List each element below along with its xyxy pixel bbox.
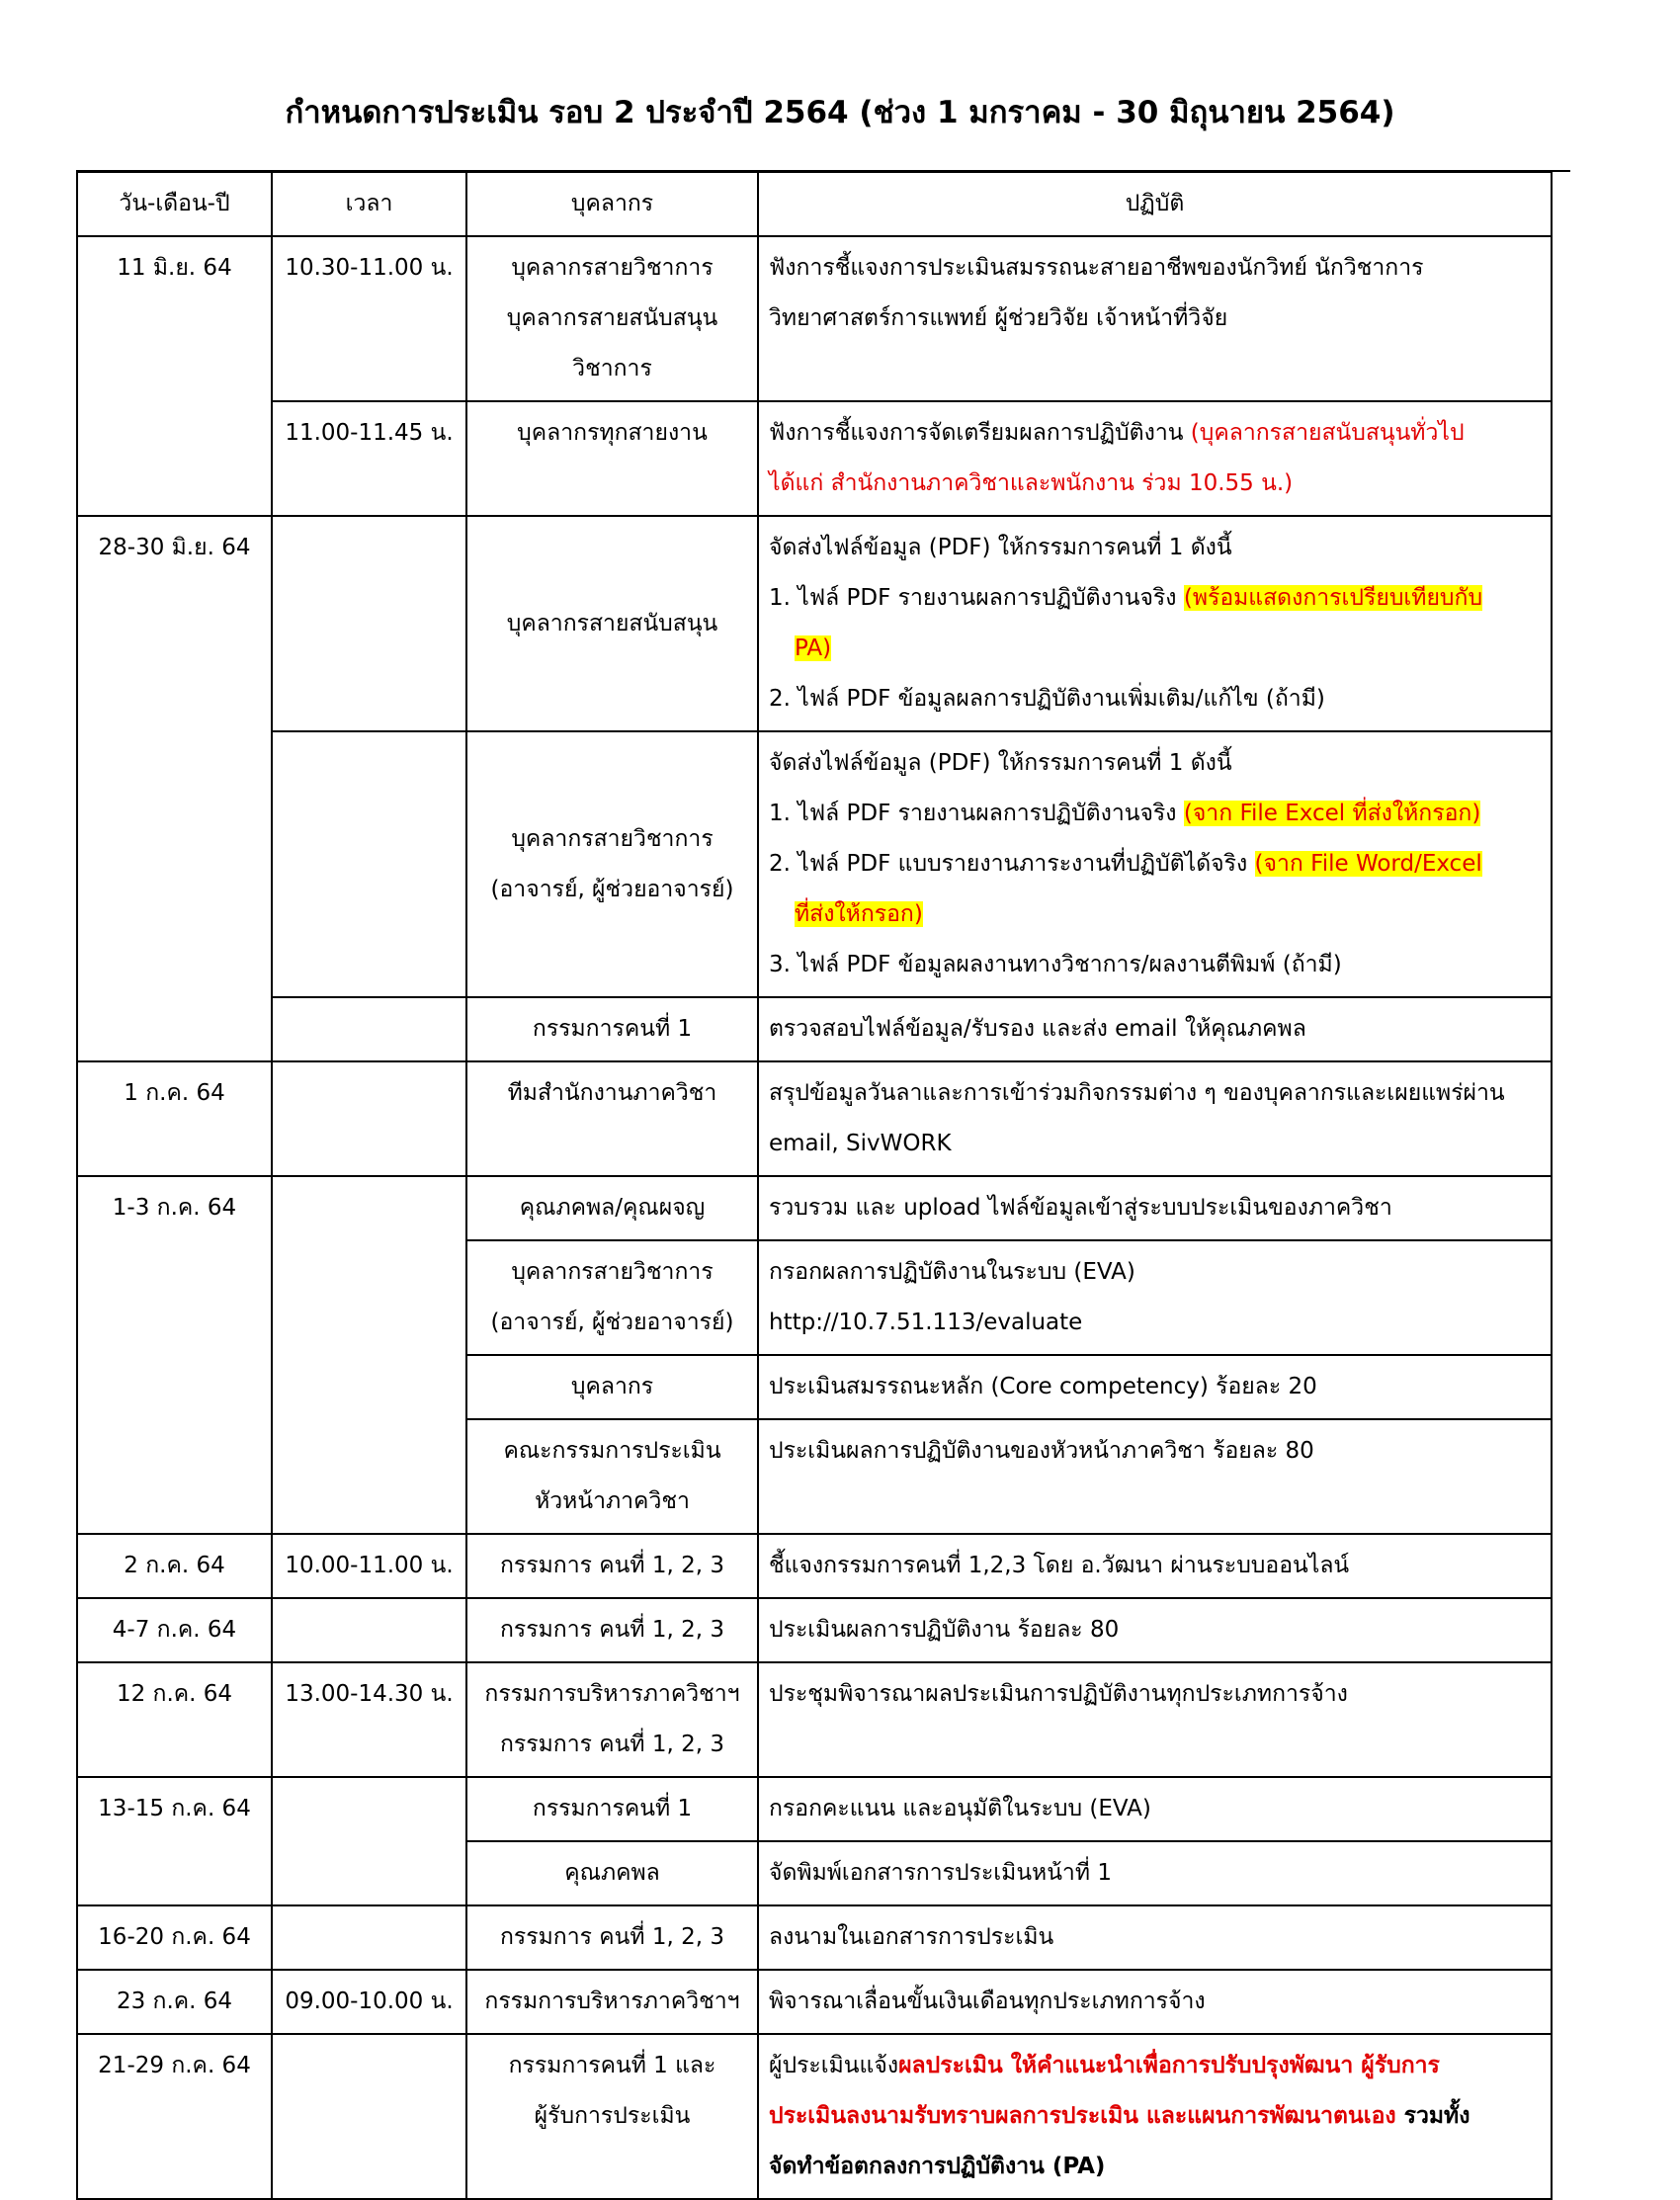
header-person: บุคลากร — [466, 172, 758, 236]
time-cell — [272, 1061, 466, 1176]
date-cell: 28-30 มิ.ย. 64 — [77, 516, 272, 1061]
header-time: เวลา — [272, 172, 466, 236]
time-cell — [272, 1598, 466, 1662]
person-cell: คุณภคพล — [466, 1841, 758, 1905]
action-cell: ชี้แจงกรรมการคนที่ 1,2,3 โดย อ.วัฒนา ผ่านระบบออนไลน์ — [758, 1534, 1552, 1598]
table-row — [77, 236, 1552, 401]
table-row — [77, 997, 1552, 1061]
table-row — [77, 1534, 1552, 1598]
person-cell: กรรมการบริหารภาควิชาฯ — [466, 1970, 758, 2034]
action-line — [769, 789, 1541, 839]
table-header-row — [77, 172, 1552, 236]
action-cell: ประเมินผลการปฏิบัติงานของหัวหน้าภาควิชา ร้อยละ 80 — [758, 1419, 1552, 1534]
header-date: วัน-เดือน-ปี — [77, 172, 272, 236]
date-cell: 16-20 ก.ค. 64 — [77, 1905, 272, 1970]
date-cell: 13-15 ก.ค. 64 — [77, 1777, 272, 1905]
date-cell: 1 ก.ค. 64 — [77, 1061, 272, 1176]
time-cell — [272, 997, 466, 1061]
table-row — [77, 1662, 1552, 1777]
action-line: http://10.7.51.113/evaluate — [769, 1310, 1083, 1335]
action-cell — [758, 516, 1552, 731]
action-cell: กรอกคะแนน และอนุมัติในระบบ (EVA) — [758, 1777, 1552, 1841]
person-cell: บุคลากรทุกสายงาน — [466, 401, 758, 516]
person-cell: กรรมการ คนที่ 1, 2, 3 — [466, 1905, 758, 1970]
action-line: จัดส่งไฟล์ข้อมูล (PDF) ให้กรรมการคนที่ 1 ดังนี้ — [769, 535, 1232, 560]
date-cell: 11 มิ.ย. 64 — [77, 236, 272, 516]
table-row — [77, 1176, 1552, 1240]
action-text: ผู้ประเมินแจ้ง — [769, 2053, 899, 2078]
person-line: (อาจารย์, ผู้ช่วยอาจารย์) — [490, 876, 734, 902]
red-note: (บุคลากรสายสนับสนุนทั่วไป — [1190, 420, 1465, 446]
action-line — [769, 624, 1541, 674]
action-line: กรอกผลการปฏิบัติงานในระบบ (EVA) — [769, 1259, 1135, 1285]
action-line: ฟังการชี้แจงการประเมินสมรรถนะสายอาชีพของนักวิทย์ นักวิชาการ — [769, 255, 1424, 281]
person-line: บุคลากรสายสนับสนุน — [506, 305, 718, 331]
person-cell — [466, 1419, 758, 1534]
action-line: 2. ไฟล์ PDF ข้อมูลผลการปฏิบัติงานเพิ่มเติม/แก้ไข (ถ้ามี) — [769, 686, 1325, 712]
person-line: กรรมการคนที่ 1 และ — [508, 2053, 716, 2078]
action-cell — [758, 1061, 1552, 1176]
table-row — [77, 1905, 1552, 1970]
person-cell — [466, 236, 758, 401]
highlight-note: (จาก File Excel ที่ส่งให้กรอก) — [1183, 801, 1481, 826]
table-row — [77, 731, 1552, 997]
red-note: ได้แก่ สำนักงานภาควิชาและพนักงาน ร่วม 10.55 น.) — [769, 470, 1294, 496]
table-row — [77, 1970, 1552, 2034]
action-line: วิทยาศาสตร์การแพทย์ ผู้ช่วยวิจัย เจ้าหน้าที่วิจัย — [769, 305, 1228, 331]
action-text: 1. ไฟล์ PDF รายงานผลการปฏิบัติงานจริง — [769, 801, 1184, 826]
person-line: ผู้รับการประเมิน — [534, 2103, 691, 2129]
time-cell: 10.00-11.00 น. — [272, 1534, 466, 1598]
action-cell — [758, 236, 1552, 401]
red-note: ผลประเมิน ให้คำแนะนำเพื่อการปรับปรุงพัฒนา ผู้รับการ — [898, 2053, 1440, 2078]
person-cell — [466, 1240, 758, 1355]
red-note: ประเมินลงนามรับทราบผลการประเมิน และแผนการพัฒนาตนเอง — [769, 2103, 1396, 2129]
action-line — [769, 2091, 1541, 2142]
action-line: สรุปข้อมูลวันลาและการเข้าร่วมกิจกรรมต่าง ๆ ของบุคลากรและเผยแพร่ผ่าน — [769, 1080, 1505, 1106]
person-cell — [466, 1662, 758, 1777]
action-cell: พิจารณาเลื่อนขั้นเงินเดือนทุกประเภทการจ้าง — [758, 1970, 1552, 2034]
table-row — [77, 1061, 1552, 1176]
time-cell: 13.00-14.30 น. — [272, 1662, 466, 1777]
person-cell: ทีมสำนักงานภาควิชา — [466, 1061, 758, 1176]
action-line — [769, 408, 1541, 459]
person-cell: บุคลากร — [466, 1355, 758, 1419]
table-row — [77, 1598, 1552, 1662]
date-cell: 23 ก.ค. 64 — [77, 1970, 272, 2034]
person-cell: กรรมการคนที่ 1 — [466, 997, 758, 1061]
person-cell: กรรมการคนที่ 1 — [466, 1777, 758, 1841]
action-line: 3. ไฟล์ PDF ข้อมูลผลงานทางวิชาการ/ผลงานตีพิมพ์ (ถ้ามี) — [769, 952, 1342, 977]
date-cell: 4-7 ก.ค. 64 — [77, 1598, 272, 1662]
time-cell — [272, 1905, 466, 1970]
person-line: วิชาการ — [572, 356, 652, 381]
person-line: กรรมการ คนที่ 1, 2, 3 — [499, 1732, 725, 1757]
person-cell — [466, 731, 758, 997]
person-line: บุคลากรสายวิชาการ — [511, 255, 714, 281]
person-cell: คุณภคพล/คุณผจญ — [466, 1176, 758, 1240]
highlight-note: PA) — [795, 635, 832, 661]
highlight-note: ที่ส่งให้กรอก) — [795, 901, 923, 927]
action-line — [769, 573, 1541, 624]
highlight-note: (จาก File Word/Excel — [1254, 851, 1482, 877]
action-cell — [758, 1240, 1552, 1355]
time-cell: 10.30-11.00 น. — [272, 236, 466, 401]
action-text: ฟังการชี้แจงการจัดเตรียมผลการปฏิบัติงาน — [769, 420, 1191, 446]
action-cell: ประเมินผลการปฏิบัติงาน ร้อยละ 80 — [758, 1598, 1552, 1662]
person-cell: บุคลากรสายสนับสนุน — [466, 516, 758, 731]
time-cell — [272, 731, 466, 997]
bold-note: รวมทั้ง — [1395, 2103, 1470, 2129]
time-cell — [272, 1176, 466, 1534]
header-action: ปฏิบัติ — [758, 172, 1552, 236]
action-line: email, SivWORK — [769, 1131, 952, 1156]
date-cell: 2 ก.ค. 64 — [77, 1534, 272, 1598]
time-cell: 09.00-10.00 น. — [272, 1970, 466, 2034]
action-cell — [758, 401, 1552, 516]
action-cell: ประเมินสมรรถนะหลัก (Core competency) ร้อยละ 20 — [758, 1355, 1552, 1419]
person-line: หัวหน้าภาควิชา — [535, 1488, 690, 1514]
date-cell: 21-29 ก.ค. 64 — [77, 2034, 272, 2199]
table-row — [77, 1777, 1552, 1841]
bold-note: จัดทำข้อตกลงการปฏิบัติงาน (PA) — [769, 2154, 1106, 2179]
person-cell: กรรมการ คนที่ 1, 2, 3 — [466, 1598, 758, 1662]
person-line: บุคลากรสายวิชาการ — [511, 1259, 714, 1285]
action-line — [769, 839, 1541, 889]
time-cell — [272, 1777, 466, 1905]
schedule-table — [76, 171, 1553, 2200]
action-cell: ลงนามในเอกสารการประเมิน — [758, 1905, 1552, 1970]
person-line: กรรมการบริหารภาควิชาฯ — [484, 1681, 740, 1707]
action-text: 2. ไฟล์ PDF แบบรายงานภาระงานที่ปฏิบัติได้จริง — [769, 851, 1255, 877]
date-cell: 12 ก.ค. 64 — [77, 1662, 272, 1777]
highlight-note: (พร้อมแสดงการเปรียบเทียบกับ — [1183, 585, 1483, 611]
time-cell — [272, 516, 466, 731]
document-title: กำหนดการประเมิน รอบ 2 ประจำปี 2564 (ช่วง 1 มกราคม - 30 มิถุนายน 2564) — [285, 95, 1395, 130]
time-cell: 11.00-11.45 น. — [272, 401, 466, 516]
action-line — [769, 2041, 1541, 2091]
action-line — [769, 889, 1541, 940]
action-cell: ตรวจสอบไฟล์ข้อมูล/รับรอง และส่ง email ให้คุณภคพล — [758, 997, 1552, 1061]
person-line: บุคลากรสายวิชาการ — [511, 825, 714, 852]
action-cell: ประชุมพิจารณาผลประเมินการปฏิบัติงานทุกประเภทการจ้าง — [758, 1662, 1552, 1777]
person-cell: กรรมการ คนที่ 1, 2, 3 — [466, 1534, 758, 1598]
action-line: จัดส่งไฟล์ข้อมูล (PDF) ให้กรรมการคนที่ 1 ดังนี้ — [769, 750, 1232, 776]
action-cell — [758, 731, 1552, 997]
date-cell: 1-3 ก.ค. 64 — [77, 1176, 272, 1534]
action-cell: รวบรวม และ upload ไฟล์ข้อมูลเข้าสู่ระบบประเมินของภาควิชา — [758, 1176, 1552, 1240]
person-line: (อาจารย์, ผู้ช่วยอาจารย์) — [490, 1310, 734, 1335]
person-line: คณะกรรมการประเมิน — [503, 1438, 721, 1464]
action-text: 1. ไฟล์ PDF รายงานผลการปฏิบัติงานจริง — [769, 585, 1184, 611]
action-cell: จัดพิมพ์เอกสารการประเมินหน้าที่ 1 — [758, 1841, 1552, 1905]
table-row — [77, 516, 1552, 731]
table-row — [77, 401, 1552, 516]
